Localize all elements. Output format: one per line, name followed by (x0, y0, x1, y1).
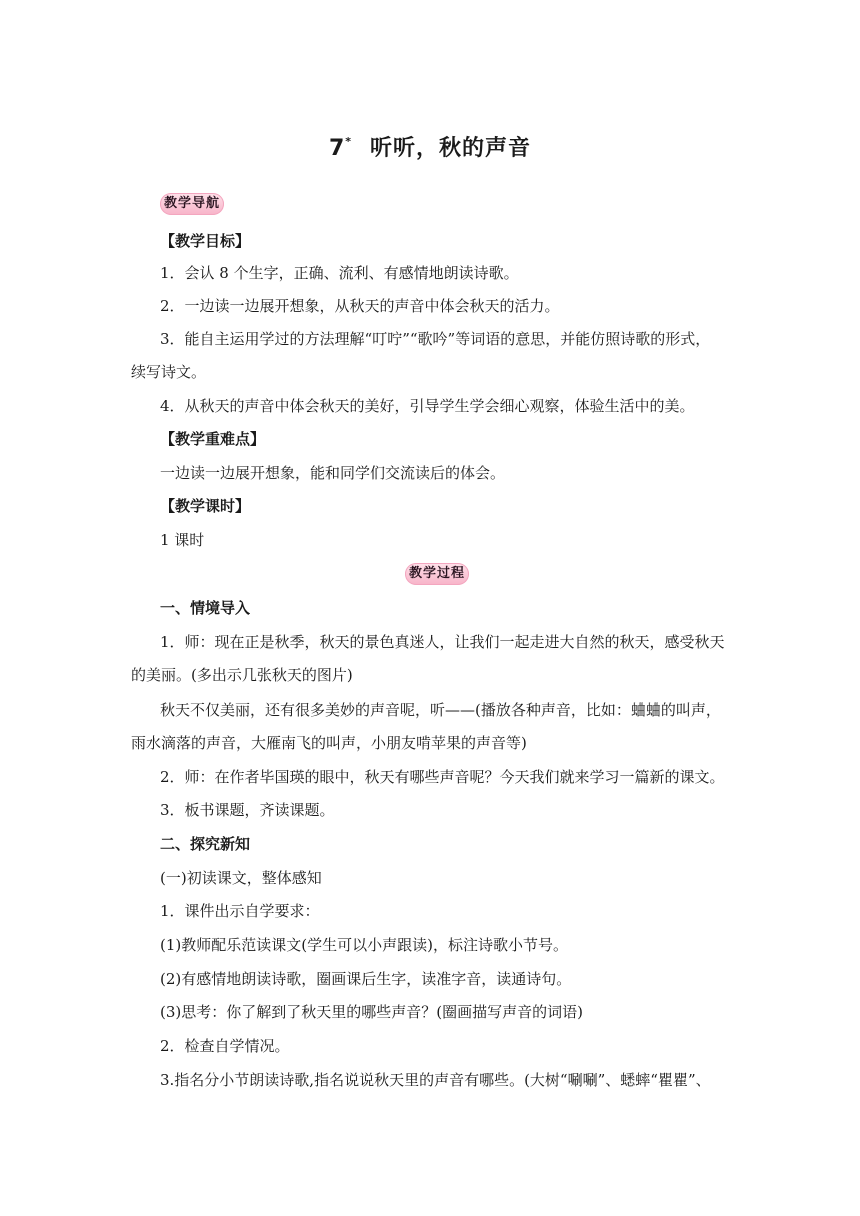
key-points-heading: 【教学重难点】 (160, 430, 266, 448)
section-2-subheading: (一)初读课文，整体感知 (160, 869, 322, 887)
section-2-line-6: 3.指名分小节朗读诗歌,指名说说秋天里的声音有哪些。(大树“唰唰”、蟋蟀“瞿瞿”、 (160, 1071, 711, 1089)
section-1-paragraph-2: 秋天不仅美丽，还有很多美妙的声音呢，听——(播放各种声音，比如：蛐蛐的叫声， (160, 701, 721, 719)
section-2-line-2: (1)教师配乐范读课文(学生可以小声跟读)，标注诗歌小节号。 (160, 936, 568, 954)
section-2-line-4: (3)思考：你了解到了秋天里的哪些声音？(圈画描写声音的词语) (160, 1003, 583, 1021)
lesson-title-text: 听听，秋的声音 (370, 136, 532, 161)
key-points-text: 一边读一边展开想象，能和同学们交流读后的体会。 (160, 464, 506, 482)
section-2-line-3: (2)有感情地朗读诗歌，圈画课后生字，读准字音，读通诗句。 (160, 970, 572, 988)
section-1-paragraph-4: 3．板书课题，齐读课题。 (160, 801, 335, 819)
section-1-paragraph-1: 1．师：现在正是秋季，秋天的景色真迷人，让我们一起走进大自然的秋天，感受秋天 (160, 633, 725, 651)
section-1-paragraph-2-continued: 雨水滴落的声音，大雁南飞的叫声，小朋友啃苹果的声音等) (131, 734, 527, 752)
section-2-line-1: 1．课件出示自学要求： (160, 902, 320, 920)
objective-2: 2．一边读一边展开想象，从秋天的声音中体会秋天的活力。 (160, 297, 560, 315)
teaching-process-badge: 教学过程 (405, 563, 469, 585)
teaching-navigation-badge: 教学导航 (160, 193, 224, 215)
lesson-number: 7* (328, 134, 353, 161)
objective-1: 1．会认 8 个生字，正确、流利、有感情地朗读诗歌。 (160, 264, 519, 282)
objective-4: 4．从秋天的声音中体会秋天的美好，引导学生学会细心观察，体验生活中的美。 (160, 397, 695, 415)
section-2-line-5: 2．检查自学情况。 (160, 1037, 290, 1055)
section-2-heading: 二、探究新知 (160, 835, 251, 853)
section-1-heading: 一、情境导入 (160, 599, 251, 617)
lesson-time-text: 1 课时 (160, 531, 205, 549)
objective-3: 3．能自主运用学过的方法理解“叮咛”“歌吟”等词语的意思，并能仿照诗歌的形式， (160, 330, 711, 348)
objective-3-continued: 续写诗文。 (131, 363, 207, 381)
section-1-paragraph-3: 2．师：在作者毕国瑛的眼中，秋天有哪些声音呢？今天我们就来学习一篇新的课文。 (160, 768, 725, 786)
lesson-time-heading: 【教学课时】 (160, 497, 251, 515)
section-1-paragraph-1-continued: 的美丽。(多出示几张秋天的图片) (131, 666, 353, 684)
objectives-heading: 【教学目标】 (160, 232, 251, 250)
lesson-title (0, 131, 860, 162)
